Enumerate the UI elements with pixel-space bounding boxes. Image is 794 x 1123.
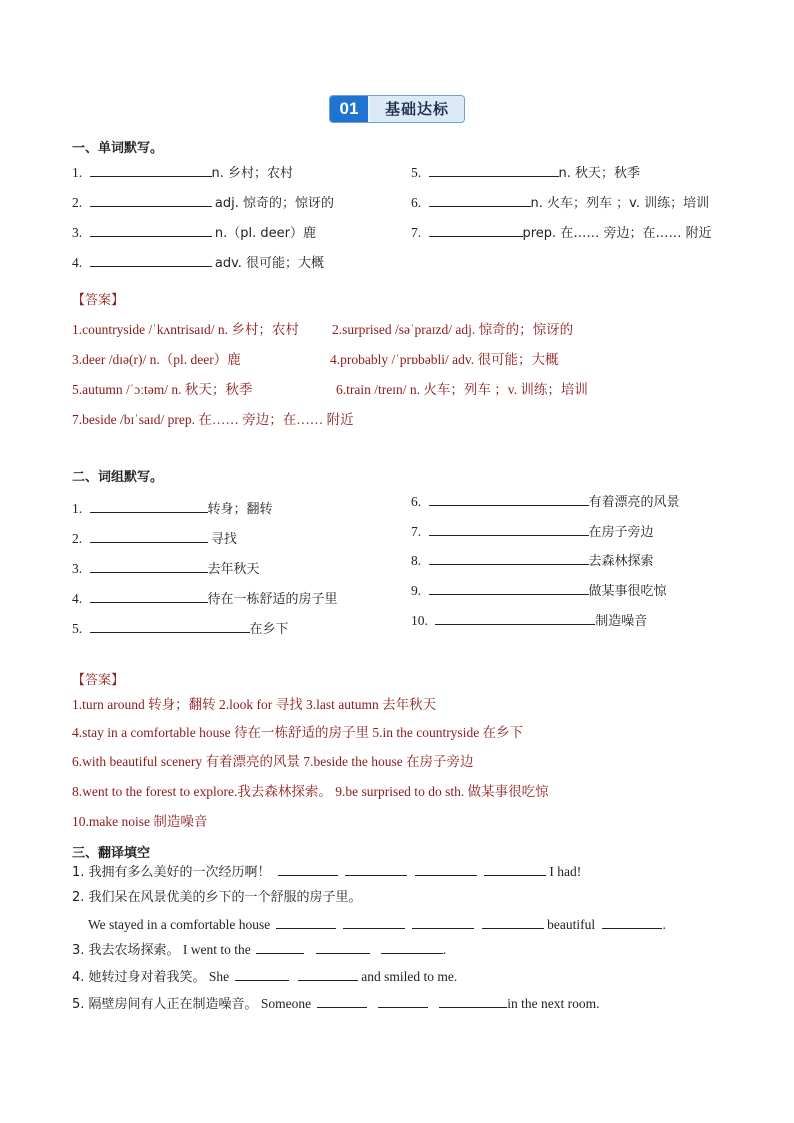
answer-text: 7.beside /bɪˈsaɪd/ prep. 在…… 旁边；在…… 附近 bbox=[72, 412, 354, 427]
section2-title: 二、词组默写。 bbox=[72, 470, 164, 485]
question-lead: Someone bbox=[260, 996, 312, 1011]
phrase-item-7 bbox=[411, 523, 654, 541]
answer-blank[interactable] bbox=[484, 863, 546, 876]
question-end: . bbox=[442, 942, 447, 957]
item-number: 7. bbox=[411, 225, 422, 240]
phrase-item-1 bbox=[72, 500, 273, 518]
translate-q3 bbox=[72, 941, 446, 959]
question-text: 4. 她转过身对着我笑。 bbox=[72, 970, 206, 985]
answer-blank[interactable] bbox=[439, 995, 507, 1008]
answer-blank[interactable] bbox=[256, 941, 304, 954]
answer-label: 【答案】 bbox=[72, 293, 125, 308]
answer-blank[interactable] bbox=[90, 164, 212, 177]
item-hint: 制造噪音 bbox=[595, 614, 648, 629]
item-hint: adv. 很可能；大概 bbox=[214, 256, 325, 271]
phrase-item-2 bbox=[72, 530, 237, 548]
answer-blank[interactable] bbox=[298, 968, 358, 981]
item-number: 2. bbox=[72, 195, 83, 210]
answer-blank[interactable] bbox=[90, 530, 208, 543]
answer-line bbox=[72, 352, 241, 368]
answer-blank[interactable] bbox=[412, 916, 474, 929]
item-number: 8. bbox=[411, 553, 422, 568]
answer-blank[interactable] bbox=[90, 500, 208, 513]
item-number: 6. bbox=[411, 494, 422, 509]
item-hint: n. 秋天；秋季 bbox=[558, 166, 641, 181]
item-number: 1. bbox=[72, 501, 83, 516]
item-number: 4. bbox=[72, 255, 83, 270]
word-item-2 bbox=[72, 194, 334, 212]
answer-blank[interactable] bbox=[343, 916, 405, 929]
badge-label: 基础达标 bbox=[370, 96, 464, 122]
item-number: 6. bbox=[411, 195, 422, 210]
badge-number: 01 bbox=[330, 96, 368, 122]
item-hint: adj. 惊奇的；惊讶的 bbox=[214, 196, 334, 211]
phrase-item-5 bbox=[72, 620, 289, 638]
answer-line bbox=[72, 412, 354, 428]
word-item-4 bbox=[72, 254, 324, 272]
answer-blank[interactable] bbox=[90, 620, 250, 633]
answer-line: 10.make noise 制造噪音 bbox=[72, 814, 208, 829]
item-hint: 有着漂亮的风景 bbox=[588, 495, 680, 510]
answer-blank[interactable] bbox=[429, 582, 589, 595]
item-number: 7. bbox=[411, 524, 422, 539]
answer-line bbox=[332, 322, 573, 338]
answer-text: 6.train /treɪn/ n. 火车；列车 ；v. 训练；培训 bbox=[336, 382, 588, 397]
answer-blank[interactable] bbox=[317, 995, 367, 1008]
answer-blank[interactable] bbox=[276, 916, 336, 929]
question-lead: We stayed in a comfortable house bbox=[88, 917, 271, 932]
answer-blank[interactable] bbox=[435, 612, 595, 625]
word-item-6 bbox=[411, 194, 709, 212]
answer-blank[interactable] bbox=[90, 590, 208, 603]
answer-text: 3.deer /dɪə(r)/ n.（pl. deer）鹿 bbox=[72, 352, 241, 367]
translate-q1 bbox=[72, 863, 581, 881]
answer-blank[interactable] bbox=[316, 941, 370, 954]
word-item-5 bbox=[411, 164, 640, 182]
answer-line: 8.went to the forest to explore.我去森林探索。 9.be surprised to do sth. 做某事很吃惊 bbox=[72, 784, 549, 799]
item-number: 10. bbox=[411, 613, 428, 628]
item-hint: 去年秋天 bbox=[207, 562, 260, 577]
item-hint: 转身；翻转 bbox=[207, 502, 273, 517]
answer-blank[interactable] bbox=[90, 254, 212, 267]
question-text: 2. 我们呆在风景优美的乡下的一个舒服的房子里。 bbox=[72, 890, 362, 905]
item-hint: 在房子旁边 bbox=[588, 525, 654, 540]
word-item-3 bbox=[72, 224, 316, 242]
item-number: 3. bbox=[72, 561, 83, 576]
answer-blank[interactable] bbox=[278, 863, 338, 876]
answer-text: 2.surprised /səˈpraɪzd/ adj. 惊奇的；惊讶的 bbox=[332, 322, 574, 337]
item-hint: 做某事很吃惊 bbox=[588, 584, 667, 599]
question-text: 5. 隔壁房间有人正在制造噪音。 bbox=[72, 997, 258, 1012]
answer-text: 5.autumn /ˈɔːtəm/ n. 秋天；秋季 bbox=[72, 382, 253, 397]
answer-blank[interactable] bbox=[429, 552, 589, 565]
answer-blank[interactable] bbox=[345, 863, 407, 876]
answer-blank[interactable] bbox=[90, 224, 212, 237]
section3-title: 三、翻译填空 bbox=[72, 846, 151, 861]
question-lead: She bbox=[208, 969, 230, 984]
answer-blank[interactable] bbox=[90, 560, 208, 573]
section-badge bbox=[329, 95, 465, 123]
answer-blank[interactable] bbox=[235, 968, 289, 981]
phrase-item-9 bbox=[411, 582, 667, 600]
answer-line bbox=[72, 382, 252, 398]
word-item-7 bbox=[411, 224, 712, 242]
question-mid: beautiful bbox=[547, 917, 596, 932]
question-text: 1. 我拥有多么美好的一次经历啊！ bbox=[72, 865, 271, 880]
item-hint: n.（pl. deer）鹿 bbox=[214, 226, 316, 241]
answer-line bbox=[336, 382, 588, 398]
item-hint: prep. 在…… 旁边；在…… 附近 bbox=[522, 226, 712, 241]
phrase-item-10 bbox=[411, 612, 647, 630]
translate-q2-cn bbox=[72, 889, 362, 906]
translate-q2-en bbox=[88, 916, 666, 933]
question-text: 3. 我去农场探索。 bbox=[72, 943, 180, 958]
answer-blank[interactable] bbox=[378, 995, 428, 1008]
item-hint: n. 乡村；农村 bbox=[211, 166, 294, 181]
item-hint: 寻找 bbox=[210, 532, 237, 547]
answer-text: 1.countryside /ˈkʌntrisaɪd/ n. 乡村；农村 bbox=[72, 322, 299, 337]
translate-q4 bbox=[72, 968, 457, 986]
answer-blank[interactable] bbox=[429, 224, 523, 237]
item-hint: 去森林探索 bbox=[588, 554, 654, 569]
answer-blank[interactable] bbox=[429, 194, 531, 207]
question-tail: I had! bbox=[549, 864, 582, 879]
answer-blank[interactable] bbox=[90, 194, 212, 207]
word-item-1 bbox=[72, 164, 293, 182]
item-number: 4. bbox=[72, 591, 83, 606]
item-hint: 在乡下 bbox=[249, 622, 289, 637]
answer-label: 【答案】 bbox=[72, 673, 125, 688]
question-lead: I went to the bbox=[182, 942, 251, 957]
answer-blank[interactable] bbox=[415, 863, 477, 876]
item-number: 3. bbox=[72, 225, 83, 240]
answer-line: 4.stay in a comfortable house 待在一栋舒适的房子里 5.in the countryside 在乡下 bbox=[72, 725, 524, 740]
answer-line bbox=[330, 352, 559, 368]
item-number: 9. bbox=[411, 583, 422, 598]
question-end: in the next room. bbox=[507, 996, 600, 1011]
answer-blank[interactable] bbox=[482, 916, 544, 929]
answer-line: 1.turn around 转身；翻转 2.look for 寻找 3.last autumn 去年秋天 bbox=[72, 697, 437, 712]
phrase-item-4 bbox=[72, 590, 338, 608]
item-number: 5. bbox=[411, 165, 422, 180]
item-number: 1. bbox=[72, 165, 83, 180]
item-hint: 待在一栋舒适的房子里 bbox=[207, 592, 338, 607]
answer-blank[interactable] bbox=[429, 493, 589, 506]
phrase-item-8 bbox=[411, 552, 654, 570]
item-hint: n. 火车；列车 ；v. 训练；培训 bbox=[530, 196, 710, 211]
answer-text: 4.probably /ˈprɒbəbli/ adv. 很可能；大概 bbox=[330, 352, 559, 367]
translate-q5 bbox=[72, 995, 600, 1013]
phrase-item-3 bbox=[72, 560, 260, 578]
answer-line: 6.with beautiful scenery 有着漂亮的风景 7.beside the house 在房子旁边 bbox=[72, 754, 474, 769]
item-number: 5. bbox=[72, 621, 83, 636]
answer-blank[interactable] bbox=[381, 941, 443, 954]
question-end: . bbox=[662, 917, 666, 932]
answer-blank[interactable] bbox=[429, 523, 589, 536]
phrase-item-6 bbox=[411, 493, 680, 511]
section1-title: 一、单词默写。 bbox=[72, 141, 164, 156]
answer-blank[interactable] bbox=[602, 916, 662, 929]
answer-blank[interactable] bbox=[429, 164, 559, 177]
answer-line bbox=[72, 322, 299, 338]
question-end: and smiled to me. bbox=[361, 969, 458, 984]
item-number: 2. bbox=[72, 531, 83, 546]
